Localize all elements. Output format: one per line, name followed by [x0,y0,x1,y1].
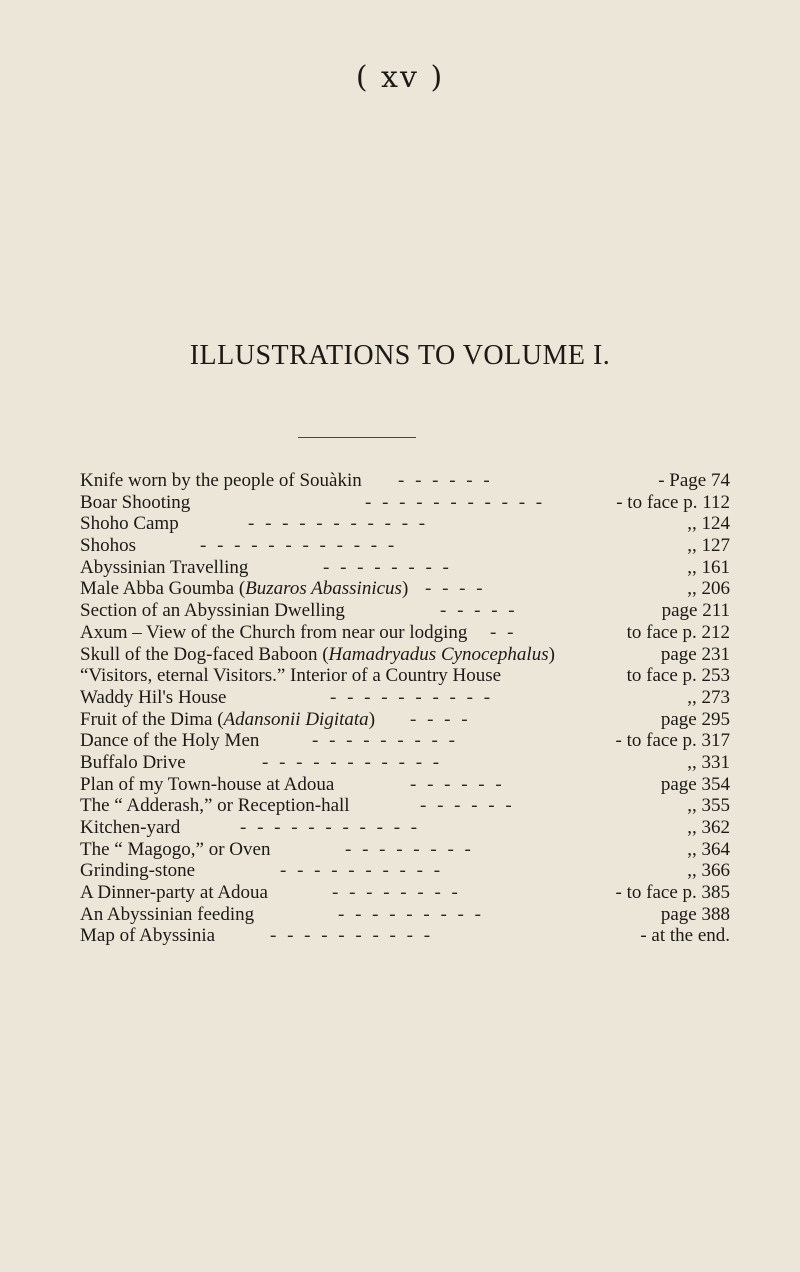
illustration-title: Buffalo Drive [80,751,186,773]
illustration-title [80,578,408,600]
dot-leader: - - - - - [440,600,518,622]
page-reference: ,, 161 [687,556,730,578]
list-item [80,709,730,731]
list-item [80,752,730,774]
page-reference: page 388 [660,903,730,925]
dot-leader: - - - - - - - - - - [280,860,444,882]
illustration-title: The “ Magogo,” or Oven [80,838,271,860]
page-reference: ,, 355 [687,795,730,817]
page-reference: ,, 362 [687,817,730,838]
page-reference: page 295 [660,708,730,730]
illustration-title: Map of Abyssinia [80,925,216,947]
illustration-title: Dance of the Holy Men [80,730,260,752]
page-reference: to face p. 212 [626,621,730,643]
list-item [80,557,730,579]
title-text: ) [548,643,555,665]
illustrations-list [80,470,730,947]
dot-leader: - - - - - - - - - - - [262,751,443,773]
title-text: Fruit of the Dima ( [80,708,224,730]
list-item [80,600,730,622]
illustration-title [80,644,555,666]
title-text: ) [368,708,376,730]
illustration-title: Abyssinian Travelling [80,556,249,578]
illustration-title: Knife worn by the people of Souàkin [80,470,362,491]
title-text: ) [401,578,409,600]
page-reference: ,, 366 [687,860,730,882]
list-item [80,774,730,796]
list-item [80,492,730,514]
list-item [80,925,730,947]
page-reference: page 354 [660,773,730,795]
dot-leader: - - - - - - - - - - - [365,491,546,513]
dot-leader: - - - - - - - - [332,882,461,904]
page-reference: ,, 331 [687,751,730,773]
title-text: Skull of the Dog-faced Baboon ( [80,643,329,665]
dot-leader: - - - - - - [420,795,515,817]
page-reference: - to face p. 112 [616,491,730,513]
illustration-title: Plan of my Town-house at Adoua [80,773,335,795]
title-italic-text: Buzaros Abassinicus [245,578,402,600]
list-item [80,904,730,926]
illustration-title: Shoho Camp [80,513,179,535]
illustration-title: The “ Adderash,” or Reception-hall [80,795,350,817]
list-item [80,687,730,709]
illustration-title: A Dinner-party at Adoua [80,882,268,904]
page-reference: - at the end. [640,925,730,947]
list-item [80,730,730,752]
page-reference: ,, 124 [687,513,730,535]
list-item [80,839,730,861]
dot-leader: - - - - - - - - - - - [240,817,421,838]
list-item [80,578,730,600]
page-number: ( xv ) [355,60,445,95]
list-item [80,622,730,644]
dot-leader: - - - - [425,578,486,600]
illustration-title: “Visitors, eternal Visitors.” Interior of a Country House [80,665,502,687]
list-item [80,470,730,492]
illustration-title: Axum – View of the Church from near our lodging [80,621,468,643]
illustration-title: Waddy Hil's House [80,686,227,708]
dot-leader: - - - - - - - - - - [330,686,494,708]
list-item [80,665,730,687]
illustration-title [80,709,375,731]
illustration-title: Kitchen-yard [80,817,181,838]
page-reference: ,, 127 [687,535,730,557]
illustration-title: Section of an Abyssinian Dwelling [80,600,345,622]
dot-leader: - - - - - - - - - - [270,925,434,947]
dot-leader: - - - - - - - - - [312,730,458,752]
dot-leader: - - [490,621,517,643]
list-item [80,535,730,557]
illustration-title: Shohos [80,535,136,557]
title-text: Male Abba Goumba ( [80,578,246,600]
dot-leader: - - - - - - - - [345,838,474,860]
title-italic-text: Adansonii Digitata [223,708,369,730]
dot-leader: - - - - - - - - - - - - [200,535,398,557]
dot-leader: - - - - [410,708,471,730]
page-reference: ,, 273 [687,686,730,708]
list-item [80,860,730,882]
dot-leader: - - - - - - - - - - - [248,513,429,535]
page-reference: to face p. 253 [626,665,730,687]
title-divider [298,437,416,438]
illustration-title: An Abyssinian feeding [80,903,255,925]
page-reference: - to face p. 385 [615,882,730,904]
list-item [80,513,730,535]
page-reference: - to face p. 317 [615,730,730,752]
list-item [80,795,730,817]
page-reference: ,, 206 [687,578,730,600]
page-reference: page 231 [660,643,730,665]
illustration-title: Boar Shooting [80,491,191,513]
dot-leader: - - - - - - - - - [338,903,484,925]
page-reference: - Page 74 [658,470,730,491]
list-item [80,644,730,666]
list-item [80,817,730,839]
page-title: ILLUSTRATIONS TO VOLUME I. [189,340,611,371]
page-reference: page 211 [661,600,730,622]
dot-leader: - - - - - - [410,773,505,795]
dot-leader: - - - - - - - - [323,556,452,578]
list-item [80,882,730,904]
title-italic-text: Hamadryadus Cynocephalus [328,643,549,665]
page-reference: ,, 364 [687,838,730,860]
illustration-title: Grinding-stone [80,860,196,882]
dot-leader: - - - - - - [398,470,493,491]
